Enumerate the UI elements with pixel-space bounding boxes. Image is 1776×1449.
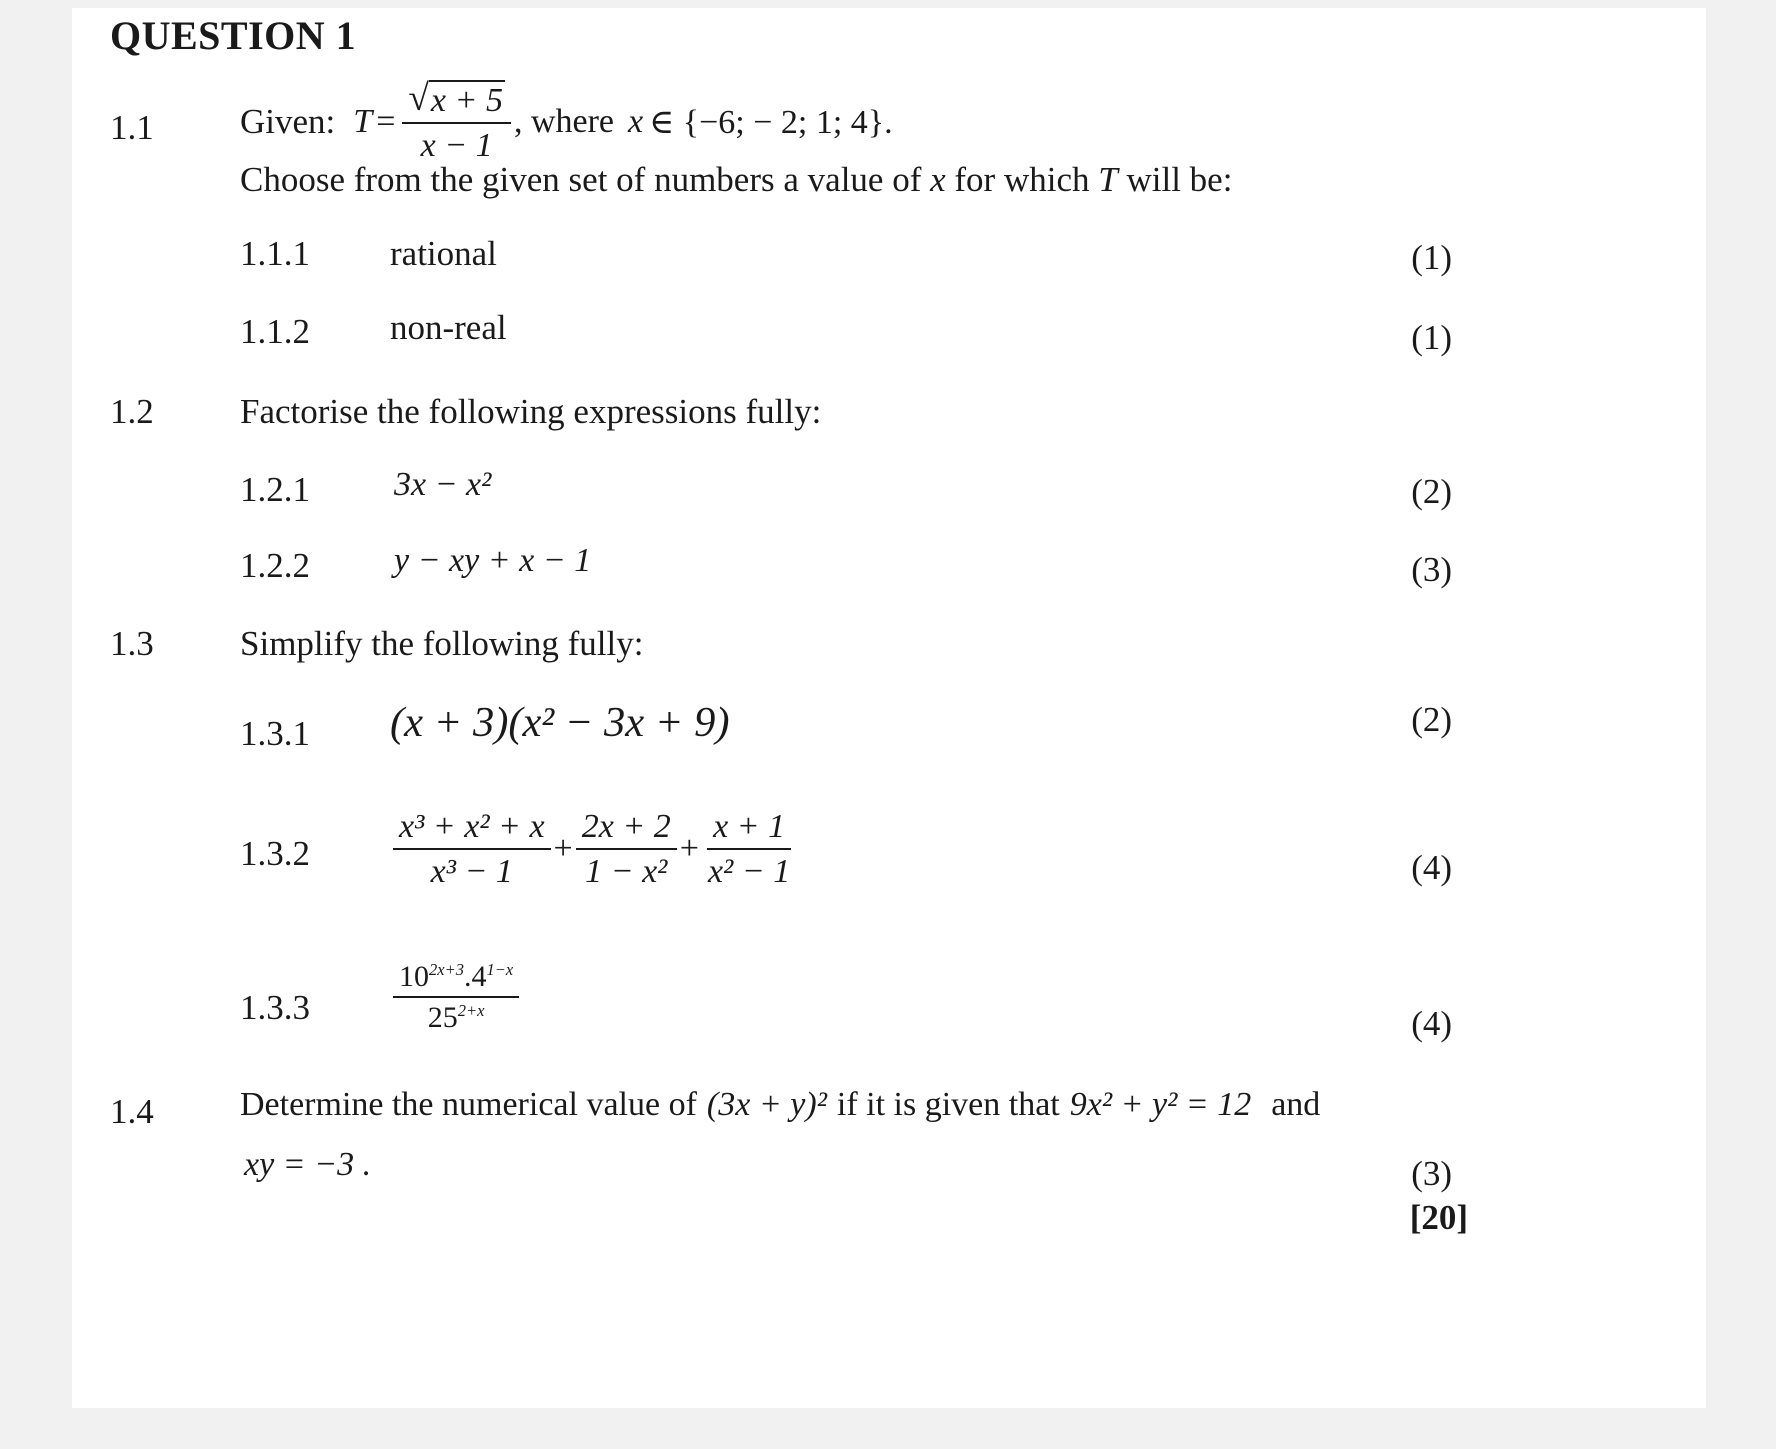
- q1-3-number: 1.3: [110, 624, 154, 663]
- given-label: Given:: [240, 102, 336, 141]
- q1-4-expression-2: 9x² + y² = 12: [1069, 1086, 1252, 1123]
- var-T: T: [353, 103, 373, 140]
- q1-3-1-number: 1.3.1: [240, 714, 310, 753]
- q1-3-2-marks: (4): [1411, 848, 1452, 887]
- q1-1-2-marks: (1): [1411, 318, 1452, 357]
- fraction-1: [393, 808, 551, 891]
- q1-2-2-expr-text: y − xy + x − 1: [394, 542, 592, 579]
- q1-4-text-start: Determine the numerical value of: [240, 1086, 697, 1123]
- question-page: [72, 8, 1706, 1408]
- q1-2-1-expr-text: 3x − x²: [394, 466, 492, 503]
- q1-4-text-line2: [244, 1146, 371, 1184]
- q1-3-1-expr-text: (x + 3)(x² − 3x + 9): [390, 699, 730, 746]
- fraction-1-numerator: x³ + x² + x: [393, 808, 551, 850]
- q1-3-1-marks: (2): [1411, 700, 1452, 739]
- q1-1-1-marks: (1): [1411, 238, 1452, 277]
- fraction-2: [576, 808, 677, 891]
- exponent-2-plus-x: 2+x: [457, 1001, 485, 1020]
- fraction-exponents: [393, 960, 519, 1034]
- q1-4-marks: (3): [1411, 1154, 1452, 1193]
- sqrt-radicand: x + 5: [430, 81, 503, 119]
- fraction-1-denominator: x³ − 1: [430, 853, 513, 891]
- product-dot: .: [463, 960, 472, 993]
- q1-3-text: Simplify the following fully:: [240, 624, 644, 663]
- q1-2-1-number: 1.2.1: [240, 470, 310, 509]
- plus-sign-1: +: [553, 830, 573, 868]
- q1-1-1-text: rational: [390, 234, 497, 273]
- q1-3-3-number: 1.3.3: [240, 988, 310, 1027]
- q1-3-2-expression: [390, 808, 799, 891]
- q1-4-text-and: and: [1271, 1086, 1321, 1123]
- question-total: [20]: [1409, 1198, 1468, 1237]
- q1-4-expression-3: xy = −3 .: [244, 1146, 372, 1183]
- base-4: 4: [471, 960, 487, 993]
- instruction-text-start: Choose from the given set of numbers a value of: [240, 160, 922, 199]
- sqrt-symbol: √ x + 5: [408, 77, 503, 119]
- q1-1-2-number: 1.1.2: [240, 312, 310, 351]
- domain-set: ∈ {−6; − 2; 1; 4}.: [649, 104, 893, 141]
- q1-1-instruction: [240, 160, 1232, 200]
- q1-3-3-expression: [390, 960, 522, 1034]
- plus-sign-2: +: [679, 830, 699, 868]
- q1-2-2-expression: [394, 542, 591, 580]
- q1-2-1-marks: (2): [1411, 472, 1452, 511]
- T-denominator: x − 1: [420, 127, 493, 164]
- exponent-numerator: [393, 960, 519, 998]
- q1-4-number: 1.4: [110, 1092, 154, 1131]
- equals-sign: =: [376, 103, 396, 140]
- q1-1-2-text: non-real: [390, 308, 507, 347]
- instruction-var-T: T: [1098, 160, 1118, 199]
- q1-2-number: 1.2: [110, 392, 154, 431]
- fraction-3-denominator: x² − 1: [707, 853, 791, 891]
- var-x: x: [628, 103, 644, 140]
- exponent-1-minus-x: 1−x: [486, 960, 514, 979]
- fraction-2-denominator: 1 − x²: [585, 853, 668, 891]
- fraction-3-numerator: x + 1: [707, 808, 791, 850]
- q1-2-2-marks: (3): [1411, 550, 1452, 589]
- base-10: 10: [399, 960, 429, 993]
- q1-4-text-mid: if it is given that: [836, 1086, 1060, 1123]
- fraction-3: [702, 808, 796, 891]
- T-fraction: [402, 77, 511, 165]
- where-text: , where: [513, 103, 615, 140]
- exponent-denominator: [422, 998, 491, 1034]
- exponent-2x-plus-3: 2x+3: [429, 960, 464, 979]
- instruction-text-mid: for which: [954, 160, 1090, 199]
- question-title: QUESTION 1: [110, 13, 357, 58]
- q1-4-text-line1: [240, 1086, 1320, 1124]
- q1-2-text: Factorise the following expressions fully:: [240, 392, 822, 431]
- q1-2-1-expression: [394, 466, 491, 504]
- q1-3-3-marks: (4): [1411, 1004, 1452, 1043]
- q1-4-expression-1: (3x + y)²: [706, 1086, 827, 1123]
- q1-3-1-expression: [390, 698, 729, 747]
- base-25: 25: [427, 1001, 458, 1034]
- instruction-var-x: x: [930, 160, 946, 199]
- instruction-text-end: will be:: [1126, 160, 1233, 199]
- q1-2-2-number: 1.2.2: [240, 546, 310, 585]
- q1-3-2-number: 1.3.2: [240, 834, 310, 873]
- q1-1-number: 1.1: [110, 108, 154, 147]
- q1-1-1-number: 1.1.1: [240, 234, 310, 273]
- fraction-2-numerator: 2x + 2: [576, 808, 677, 850]
